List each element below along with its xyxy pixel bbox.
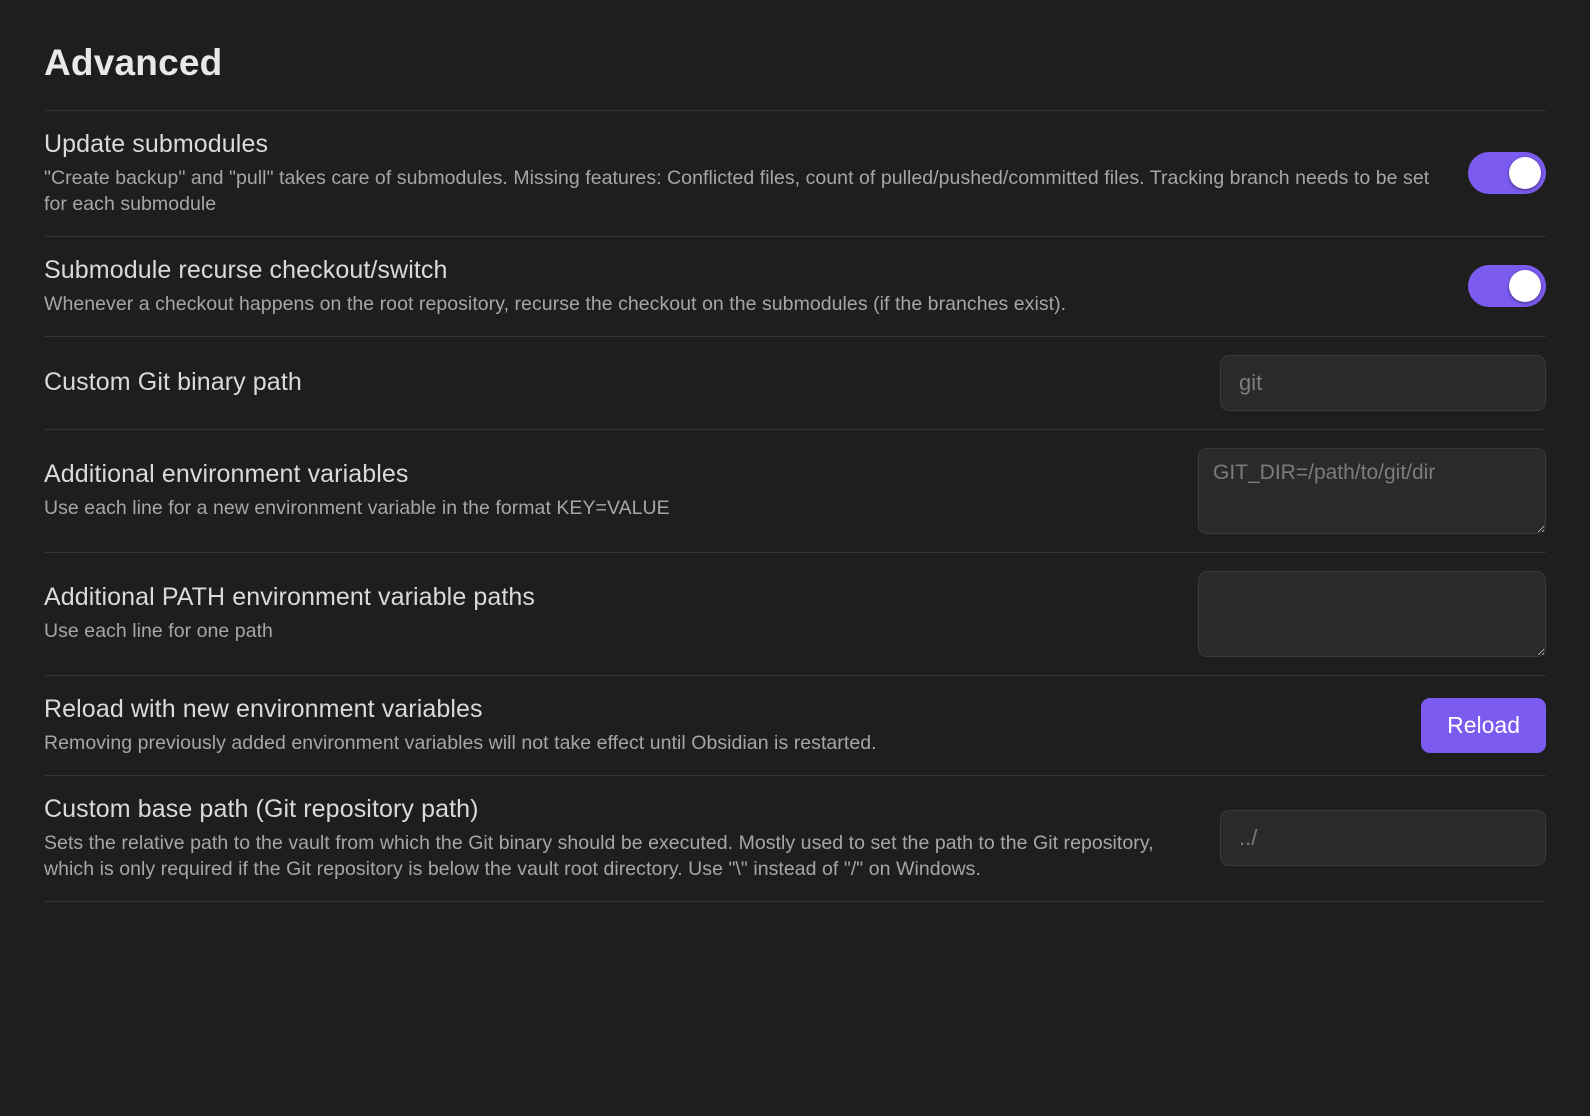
setting-control — [1220, 810, 1546, 866]
setting-name: Submodule recurse checkout/switch — [44, 255, 448, 284]
setting-name: Custom Git binary path — [44, 368, 302, 397]
custom-base-path-input[interactable] — [1220, 810, 1546, 866]
toggle-submodule-recurse-checkout[interactable] — [1468, 265, 1546, 307]
setting-name: Additional PATH environment variable paths — [44, 583, 536, 612]
additional-environment-variables-textarea[interactable] — [1198, 448, 1546, 534]
setting-control — [1468, 152, 1546, 194]
setting-info — [44, 794, 1174, 883]
toggle-update-submodules[interactable] — [1468, 152, 1546, 194]
setting-row-custom-git-binary-path — [44, 336, 1546, 429]
setting-info — [44, 367, 1190, 398]
setting-control — [1198, 571, 1546, 657]
setting-name: Update submodules — [44, 130, 269, 158]
setting-description: "Create backup" and "pull" takes care of submodules. Missing features: Conflicted files, count of pulled/pushed/committed files. Tracking branch needs to be set for each submodule — [44, 167, 1430, 215]
setting-info — [44, 582, 1168, 645]
setting-control — [1220, 355, 1546, 411]
setting-info — [44, 129, 1438, 218]
divider — [44, 901, 1546, 902]
setting-info — [44, 694, 1391, 757]
setting-name: Custom base path (Git repository path) — [44, 794, 479, 823]
page-title: Advanced — [44, 42, 223, 83]
setting-description: Sets the relative path to the vault from which the Git binary should be executed. Mostly used to set the path to the Git repository, which is only required if the Git repository is below the vault root directory. Use "\" instead of "/" on Windows. — [44, 831, 1154, 880]
setting-control — [1468, 265, 1546, 307]
setting-name: Reload with new environment variables — [44, 694, 483, 723]
setting-row-custom-base-path — [44, 775, 1546, 901]
setting-name: Additional environment variables — [44, 460, 409, 489]
setting-control — [1421, 698, 1546, 753]
setting-control — [1198, 448, 1546, 534]
setting-row-submodule-recurse-checkout — [44, 236, 1546, 336]
setting-description: Whenever a checkout happens on the root repository, recurse the checkout on the submodules (if the branches exist). — [44, 292, 1067, 315]
setting-description: Removing previously added environment variables will not take effect until Obsidian is restarted. — [44, 731, 877, 754]
setting-row-reload-with-new-environment-variables — [44, 675, 1546, 775]
setting-row-update-submodules — [44, 110, 1546, 236]
setting-info — [44, 255, 1438, 318]
custom-git-binary-path-input[interactable] — [1220, 355, 1546, 411]
additional-path-environment-variable-paths-textarea[interactable] — [1198, 571, 1546, 657]
setting-info — [44, 459, 1168, 522]
setting-row-additional-path-environment-variable-paths — [44, 552, 1546, 675]
setting-description: Use each line for one path — [44, 620, 273, 643]
toggle-knob — [1509, 157, 1541, 189]
toggle-knob — [1509, 270, 1541, 302]
reload-button[interactable]: Reload — [1421, 698, 1546, 753]
setting-description: Use each line for a new environment variable in the format KEY=VALUE — [44, 497, 670, 520]
setting-row-additional-environment-variables — [44, 429, 1546, 552]
